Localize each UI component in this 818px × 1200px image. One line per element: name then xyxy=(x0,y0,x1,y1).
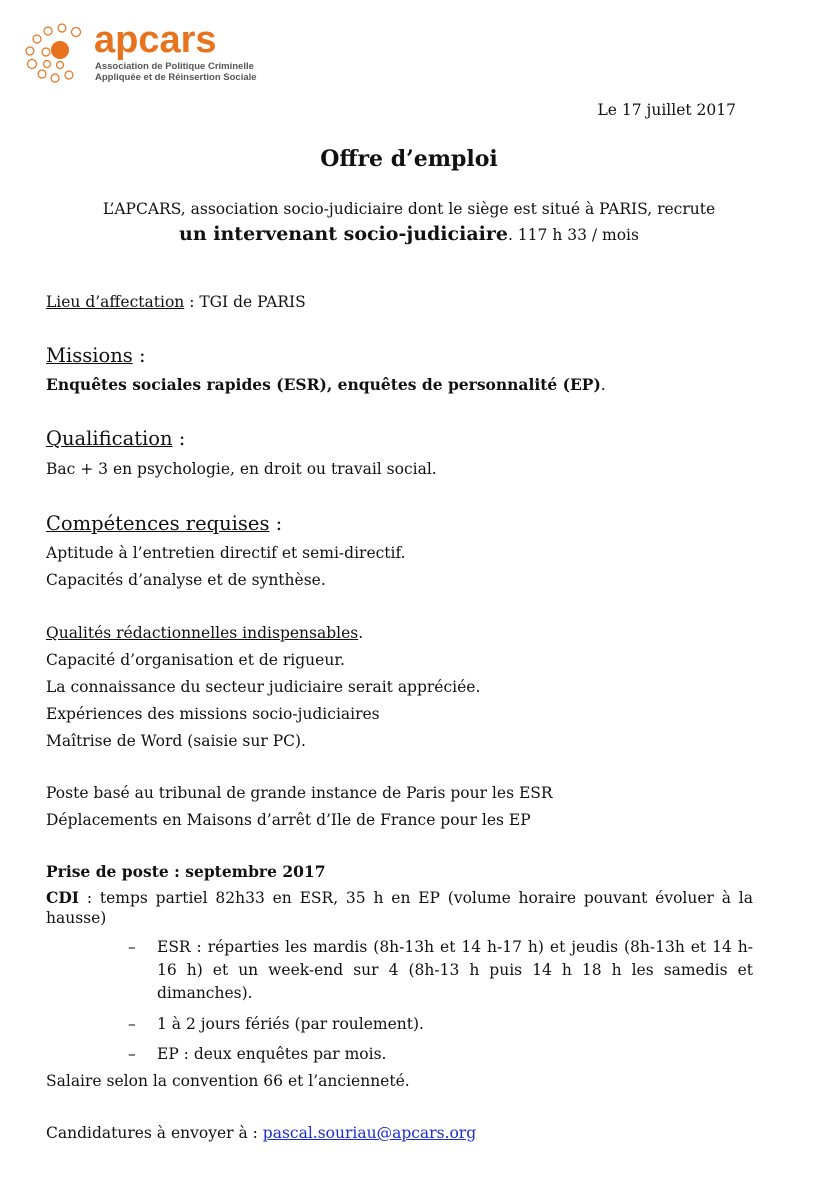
missions-text-bold: Enquêtes sociales rapides (ESR), enquêtes de personnalité (EP) xyxy=(46,375,601,394)
bullet-dash: – xyxy=(128,938,136,956)
quality-item: La connaissance du secteur judiciaire serait appréciée. xyxy=(46,678,481,696)
apply-line xyxy=(46,1123,476,1143)
salary-line: Salaire selon la convention 66 et l’ancienneté. xyxy=(46,1072,410,1090)
qualities-heading-end: . xyxy=(358,624,364,642)
qualification-heading-colon: : xyxy=(172,427,186,450)
qualification-heading-text: Qualification xyxy=(46,427,173,450)
location-label: Lieu d’affectation xyxy=(46,293,185,311)
quality-item: Capacité d’organisation et de rigueur. xyxy=(46,651,345,669)
logo-subtitle-line2: Appliquée et de Réinsertion Sociale xyxy=(95,72,257,83)
bullet-dash: – xyxy=(128,1015,136,1033)
location-line xyxy=(46,292,306,312)
intro-line: L’APCARS, association socio-judiciaire dont le siège est situé à PARIS, recrute xyxy=(102,200,716,218)
location-value: : TGI de PARIS xyxy=(184,293,306,311)
logo-subtitle-line1: Association de Politique Criminelle xyxy=(95,61,254,72)
apcars-logo-icon xyxy=(22,22,92,84)
quality-item: Expériences des missions socio-judiciaires xyxy=(46,705,380,723)
qualities-heading-text: Qualités rédactionnelles indispensables xyxy=(46,624,359,642)
missions-heading-colon: : xyxy=(132,344,146,367)
position-title: un intervenant socio-judiciaire xyxy=(179,223,508,245)
position-hours: . 117 h 33 / mois xyxy=(507,226,639,244)
competence-item: Capacités d’analyse et de synthèse. xyxy=(46,571,326,589)
qualification-text: Bac + 3 en psychologie, en droit ou travail social. xyxy=(46,460,437,478)
intro-position-line xyxy=(0,223,818,245)
logo-wordmark: apcars xyxy=(94,19,217,61)
bullet-text: ESR : réparties les mardis (8h-13h et 14 h-17 h) et jeudis (8h-13h et 14 h-16 h) et un week-end sur 4 (8h-13 h puis 14 h 18 h les samedis et dimanches). xyxy=(157,938,753,1002)
post-line: Déplacements en Maisons d’arrêt d’Ile de France pour les EP xyxy=(46,811,531,829)
cdi-paragraph xyxy=(46,888,753,928)
post-line: Poste basé au tribunal de grande instance de Paris pour les ESR xyxy=(46,784,553,802)
quality-item: Maîtrise de Word (saisie sur PC). xyxy=(46,732,306,750)
competence-item: Aptitude à l’entretien directif et semi-directif. xyxy=(46,544,406,562)
email-link[interactable]: pascal.souriau@apcars.org xyxy=(262,1124,477,1142)
apply-label: Candidatures à envoyer à : xyxy=(46,1124,263,1142)
cdi-label: CDI xyxy=(46,888,80,907)
competences-heading-text: Compétences requises xyxy=(46,512,270,535)
competences-heading xyxy=(46,512,282,535)
qualification-heading xyxy=(46,427,185,450)
bullet-dash: – xyxy=(128,1045,136,1063)
competences-heading-colon: : xyxy=(269,512,283,535)
document-date: Le 17 juillet 2017 xyxy=(597,101,736,119)
missions-heading xyxy=(46,344,146,367)
page-title: Offre d’emploi xyxy=(320,146,498,172)
bullet-text: EP : deux enquêtes par mois. xyxy=(157,1045,387,1063)
missions-heading-text: Missions xyxy=(46,344,133,367)
missions-text xyxy=(46,375,606,395)
qualities-heading xyxy=(46,623,363,643)
start-date: Prise de poste : septembre 2017 xyxy=(46,862,326,881)
bullet-text: 1 à 2 jours fériés (par roulement). xyxy=(157,1015,424,1033)
cdi-text: : temps partiel 82h33 en ESR, 35 h en EP (volume horaire pouvant évoluer à la hausse) xyxy=(46,889,753,927)
missions-text-end: . xyxy=(600,376,606,394)
